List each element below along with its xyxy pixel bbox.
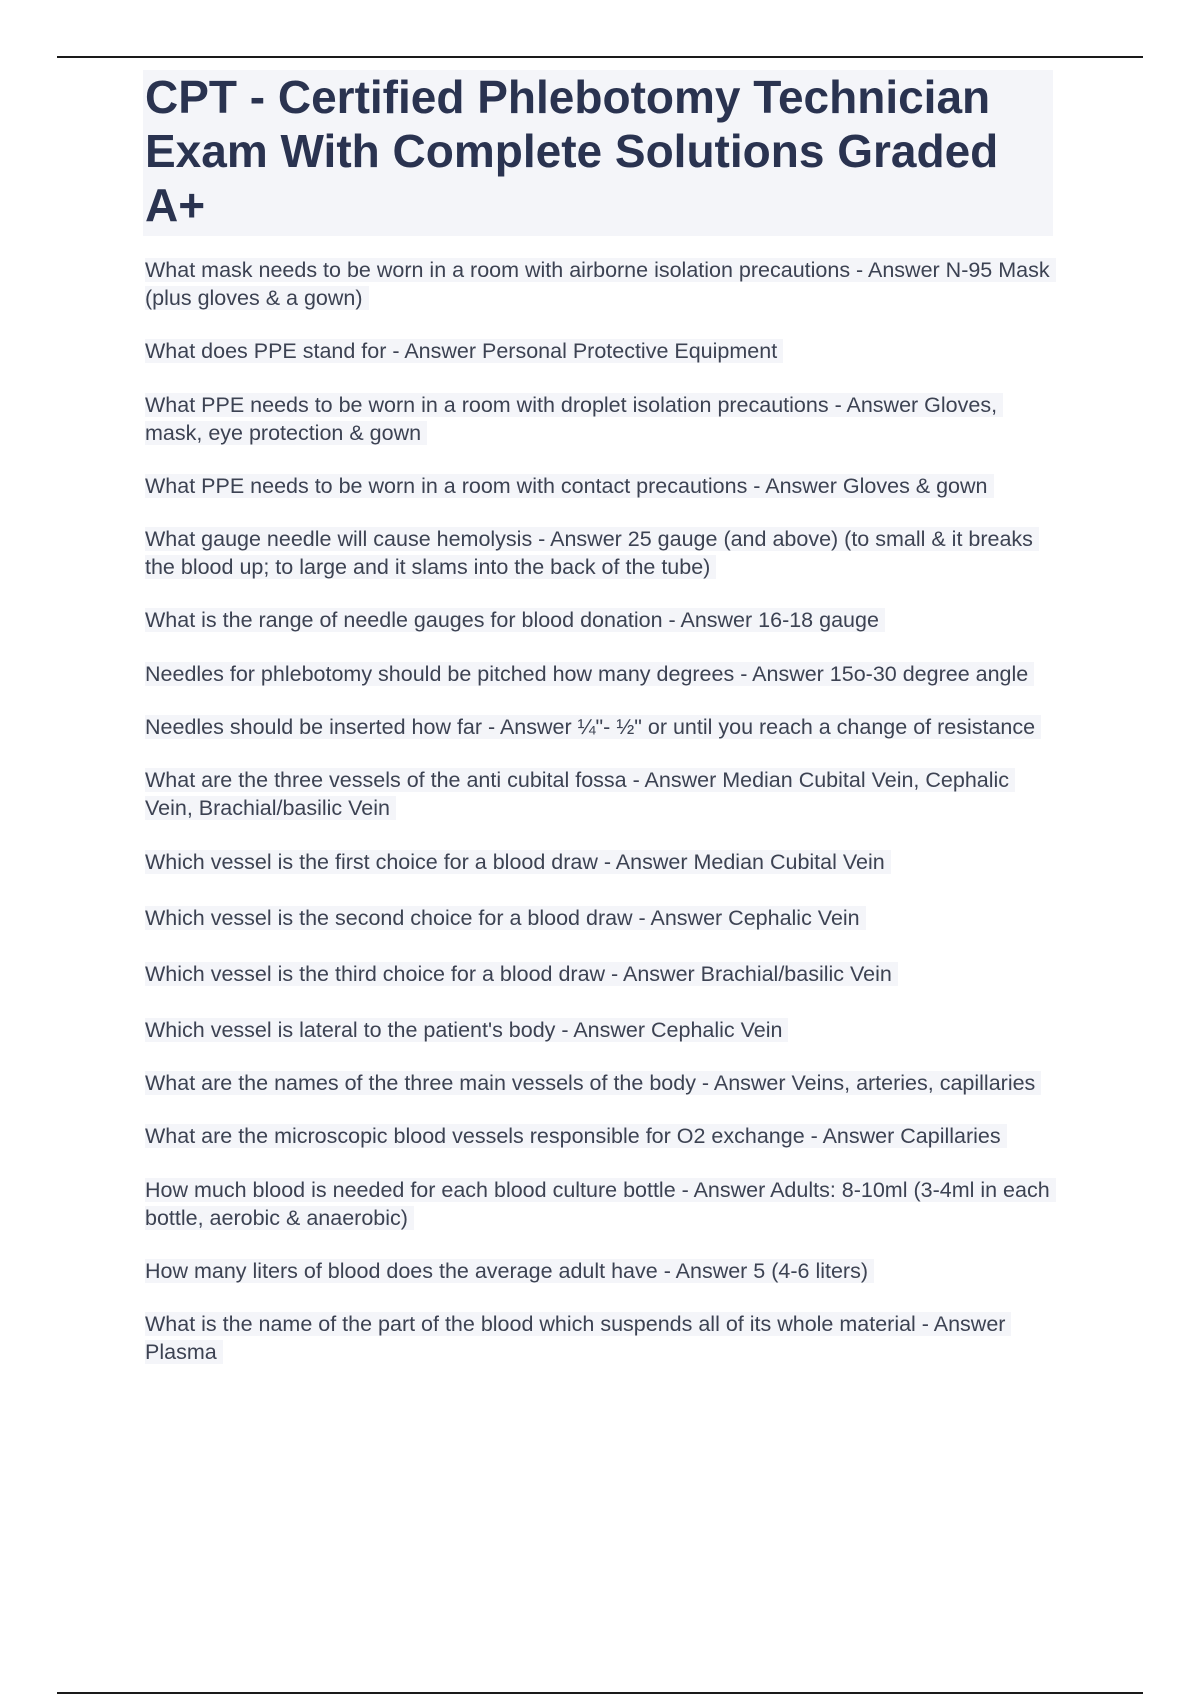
qa-item: What is the range of needle gauges for blood donation - Answer 16-18 gauge: [145, 606, 1053, 634]
qa-item: What are the three vessels of the anti cubital fossa - Answer Median Cubital Vein, Cephalic Vein, Brachial/basilic Vein: [145, 766, 1053, 822]
qa-item: Needles should be inserted how far - Answer ¼"- ½" or until you reach a change of resistance: [145, 713, 1053, 741]
qa-item: How much blood is needed for each blood culture bottle - Answer Adults: 8-10ml (3-4ml in each bottle, aerobic & anaerobic): [145, 1176, 1053, 1232]
qa-item: Which vessel is lateral to the patient's body - Answer Cephalic Vein: [145, 1016, 1053, 1044]
qa-item: What are the names of the three main vessels of the body - Answer Veins, arteries, capillaries: [145, 1069, 1053, 1097]
document-body: [145, 70, 1053, 1366]
top-rule: [57, 56, 1143, 58]
qa-item: How many liters of blood does the average adult have - Answer 5 (4-6 liters): [145, 1257, 1053, 1285]
bottom-rule: [57, 1692, 1143, 1694]
qa-item: What PPE needs to be worn in a room with droplet isolation precautions - Answer Gloves, mask, eye protection & gown: [145, 391, 1053, 447]
qa-item: What are the microscopic blood vessels responsible for O2 exchange - Answer Capillaries: [145, 1122, 1053, 1150]
qa-list: [145, 256, 1053, 1366]
qa-item: Needles for phlebotomy should be pitched how many degrees - Answer 15o-30 degree angle: [145, 660, 1053, 688]
qa-item: Which vessel is the second choice for a blood draw - Answer Cephalic Vein: [145, 904, 1053, 932]
qa-item: What mask needs to be worn in a room with airborne isolation precautions - Answer N-95 Mask (plus gloves & a gown): [145, 256, 1053, 312]
qa-item: What gauge needle will cause hemolysis - Answer 25 gauge (and above) (to small & it breaks the blood up; to large and it slams into the back of the tube): [145, 525, 1053, 581]
qa-item: What does PPE stand for - Answer Personal Protective Equipment: [145, 337, 1053, 365]
qa-item: Which vessel is the first choice for a blood draw - Answer Median Cubital Vein: [145, 848, 1053, 876]
qa-item: Which vessel is the third choice for a blood draw - Answer Brachial/basilic Vein: [145, 960, 1053, 988]
document-title: CPT - Certified Phlebotomy Technician Exam With Complete Solutions Graded A+: [143, 70, 1053, 236]
qa-item: What is the name of the part of the blood which suspends all of its whole material - Answer Plasma: [145, 1310, 1053, 1366]
qa-item: What PPE needs to be worn in a room with contact precautions - Answer Gloves & gown: [145, 472, 1053, 500]
